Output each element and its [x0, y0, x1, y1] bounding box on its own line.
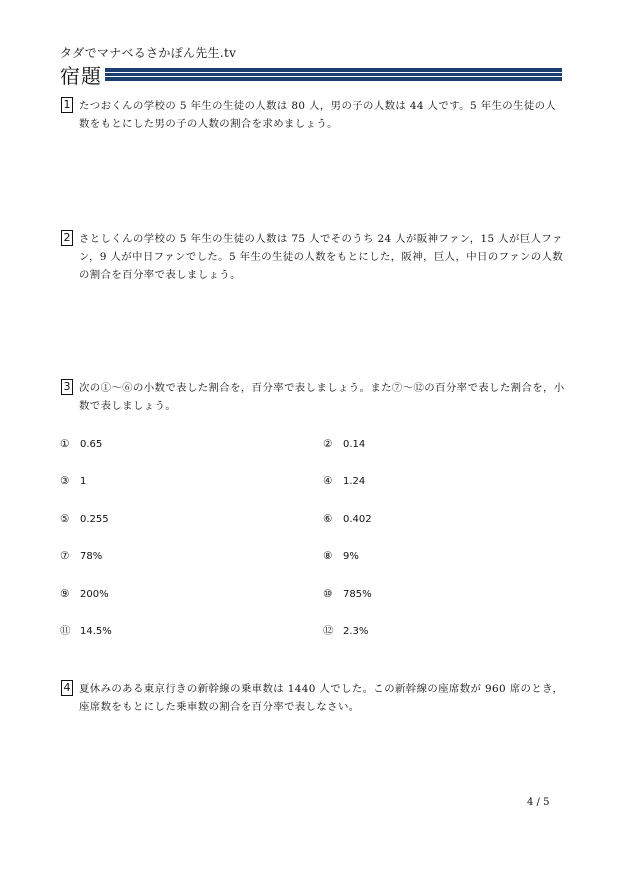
- item-value: 0.14: [343, 439, 366, 450]
- answer-item-8: [323, 549, 359, 564]
- section-title: 宿題: [60, 64, 102, 88]
- item-value: 200%: [80, 589, 109, 600]
- item-value: 0.255: [80, 514, 109, 525]
- question-text: 次の①～⑥の小数で表した割合を，百分率で表しましょう。また⑦～⑫の百分率で表した割合を，小数で表しましょう。: [79, 382, 565, 412]
- item-value: 14.5%: [80, 626, 112, 637]
- item-marker: ⑧: [323, 550, 333, 562]
- item-value: 0.402: [343, 514, 372, 525]
- answer-item-1: [60, 437, 102, 452]
- answer-item-9: [60, 587, 109, 602]
- question-number: 3: [61, 379, 73, 395]
- answer-item-2: [323, 437, 365, 452]
- answer-item-7: [60, 549, 102, 564]
- answer-item-5: [60, 512, 109, 527]
- item-marker: ⑥: [323, 513, 333, 525]
- site-name: タダでマナベるさかぽん先生.tv: [60, 46, 237, 60]
- item-marker: ③: [60, 475, 70, 487]
- question-3: [61, 379, 565, 415]
- title-bar-stripe: [105, 72, 562, 73]
- answer-item-3: [60, 474, 86, 489]
- question-text: たつおくんの学校の 5 年生の生徒の人数は 80 人，男の子の人数は 44 人です。5 年生の生徒の人数をもとにした男の子の人数の割合を求めましょう。: [79, 100, 557, 130]
- question-number: 4: [61, 680, 73, 696]
- section-header: [58, 62, 564, 90]
- question-4: [61, 680, 565, 716]
- question-text: さとしくんの学校の 5 年生の生徒の人数は 75 人でそのうち 24 人が阪神ファン，15 人が巨人ファン，9 人が中日ファンでした。5 年生の生徒の人数をもとにした，阪神，巨人，中日のファンの人数の割合を百分率で表しましょう。: [79, 233, 564, 281]
- item-marker: ⑪: [60, 625, 71, 637]
- question-number: 1: [61, 97, 73, 113]
- answer-item-4: [323, 474, 365, 489]
- answer-item-6: [323, 512, 372, 527]
- question-1: [61, 97, 565, 133]
- item-marker: ①: [60, 438, 70, 450]
- answer-item-12: [323, 624, 368, 639]
- item-marker: ⑩: [323, 588, 333, 600]
- item-marker: ②: [323, 438, 333, 450]
- page-number: 4 / 5: [527, 797, 550, 808]
- item-value: 0.65: [80, 439, 103, 450]
- item-value: 9%: [343, 551, 359, 562]
- item-marker: ⑤: [60, 513, 70, 525]
- item-marker: ⑦: [60, 550, 70, 562]
- question-number: 2: [61, 230, 73, 246]
- item-value: 1: [80, 476, 87, 487]
- item-value: 78%: [80, 551, 103, 562]
- item-value: 2.3%: [343, 626, 369, 637]
- title-bar-stripe: [105, 76, 562, 77]
- title-bar: [105, 68, 562, 81]
- answer-item-10: [323, 587, 372, 602]
- answer-item-11: [60, 624, 112, 639]
- question-text: 夏休みのある東京行きの新幹線の乗車数は 1440 人でした。この新幹線の座席数が 960 席のとき，座席数をもとにした乗車数の割合を百分率で表しなさい。: [79, 683, 564, 713]
- item-marker: ⑫: [323, 625, 334, 637]
- item-value: 785%: [343, 589, 372, 600]
- question-2: [61, 230, 565, 284]
- item-value: 1.24: [343, 476, 366, 487]
- item-marker: ④: [323, 475, 333, 487]
- item-marker: ⑨: [60, 588, 70, 600]
